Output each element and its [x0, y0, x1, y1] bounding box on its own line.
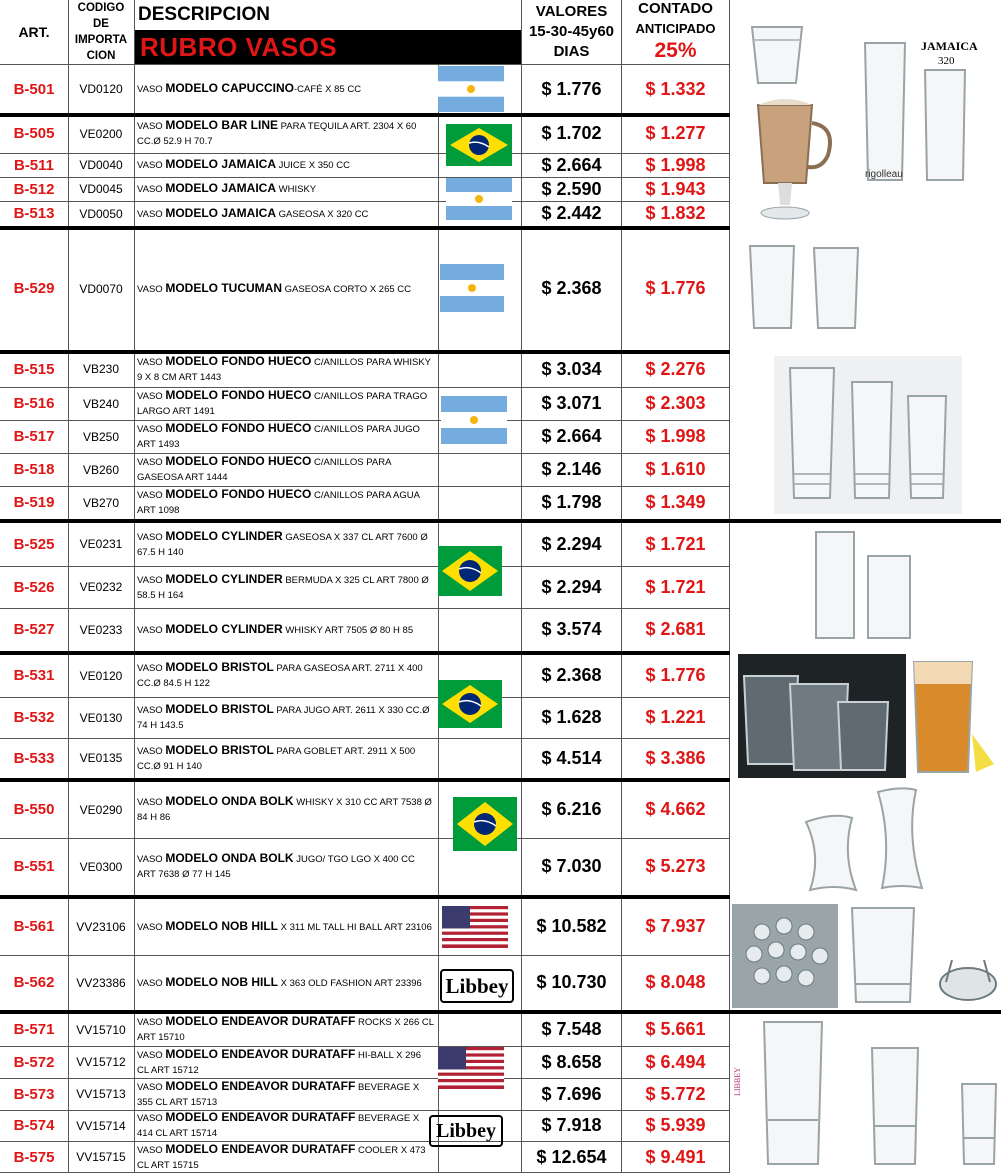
import-code: VE0130 — [79, 710, 123, 725]
description-text — [137, 660, 435, 691]
import-code: VE0120 — [79, 668, 123, 683]
price-cash: $ 1.943 — [645, 178, 706, 199]
price-terms: $ 2.294 — [541, 533, 602, 554]
model-name: MODELO FONDO HUECO — [165, 487, 312, 501]
onda-bolk-glasses-image — [800, 786, 930, 894]
product-description — [135, 523, 438, 565]
product-description — [135, 115, 438, 152]
price-cash: $ 5.939 — [645, 1115, 706, 1135]
price-terms: $ 12.654 — [536, 1146, 607, 1167]
product-description — [135, 154, 438, 176]
price-cash: $ 7.937 — [645, 916, 706, 936]
product-description — [135, 178, 438, 200]
import-code: VV23386 — [76, 975, 126, 990]
article-code: B-511 — [13, 156, 55, 174]
description-prefix: VASO — [137, 356, 166, 368]
contado-label: CONTADO — [638, 0, 713, 17]
brazil-flag — [453, 797, 517, 851]
price-cash: $ 1.832 — [645, 203, 706, 223]
price-cash: $ 1.998 — [645, 154, 706, 175]
model-name: MODELO CAPUCCINO — [165, 81, 295, 95]
article-code: B-575 — [13, 1148, 55, 1166]
description-detail: JUICE X 350 CC — [276, 160, 350, 171]
description-text — [137, 702, 435, 733]
article-code: B-551 — [13, 858, 55, 875]
product-description — [135, 352, 438, 386]
brazil-flag — [446, 124, 512, 166]
fondo-hueco-glasses-image — [774, 356, 962, 514]
price-terms: $ 2.368 — [541, 278, 602, 298]
article-code: B-512 — [13, 180, 55, 198]
codigo-line-1: CODIGO — [77, 2, 125, 14]
article-code: B-501 — [13, 80, 55, 98]
price-cash: $ 8.048 — [645, 972, 706, 992]
description-detail: GASEOSA X 337 CL ART 7600 Ø 67.5 H 140 — [137, 531, 428, 558]
description-text — [137, 1014, 435, 1045]
description-detail: C/ANILLOS PARA JUGO ART 1493 — [137, 424, 420, 450]
product-description — [135, 454, 438, 485]
price-cash: $ 9.491 — [645, 1146, 706, 1167]
description-prefix: VASO — [137, 1113, 166, 1124]
description-detail: C/ANILLOS PARA WHISKY 9 X 8 CM ART 1443 — [137, 356, 431, 383]
price-cash: $ 1.277 — [645, 123, 706, 143]
import-code: VB250 — [82, 429, 120, 444]
import-code: VD0050 — [79, 206, 123, 221]
price-cash: $ 1.776 — [645, 665, 706, 685]
product-description — [135, 956, 438, 1009]
model-name: MODELO BRISTOL — [165, 742, 274, 757]
rubro-banner — [135, 30, 522, 64]
product-description — [135, 421, 438, 452]
model-name: MODELO ENDEAVOR DURATAFF — [165, 1078, 356, 1093]
valores-line-3: DIAS — [553, 43, 590, 60]
article-code: B-531 — [13, 667, 55, 684]
description-prefix: VASO — [137, 283, 166, 295]
article-code: B-562 — [13, 974, 55, 991]
description-detail: HI-BALL X 296 CL ART 15712 — [137, 1049, 421, 1076]
model-name: MODELO JAMAICA — [165, 205, 277, 220]
description-detail: PARA GOBLET ART. 2911 X 500 CC.Ø 91 H 140 — [137, 745, 416, 772]
price-terms: $ 8.658 — [541, 1051, 602, 1072]
brazil-flag — [438, 680, 502, 728]
price-terms: $ 7.918 — [541, 1115, 602, 1135]
import-code: VB230 — [82, 362, 120, 376]
rigolleau-brand: rigolleau — [865, 169, 903, 180]
import-code: VE0300 — [79, 859, 123, 874]
anticipado-label: ANTICIPADO — [635, 21, 716, 36]
article-code: B-505 — [13, 125, 55, 142]
description-prefix: VASO — [137, 1049, 166, 1061]
price-terms: $ 2.590 — [541, 178, 602, 199]
nob-hill-glasses-image — [732, 904, 1000, 1008]
product-description — [135, 698, 438, 737]
import-code: VV15713 — [76, 1087, 126, 1101]
description-detail: PARA JUGO ART. 2611 X 330 CC.Ø 74 H 143.5 — [137, 705, 430, 731]
product-description — [135, 66, 438, 112]
model-name: MODELO ONDA BOLK — [165, 794, 294, 808]
price-terms: $ 7.696 — [541, 1083, 602, 1104]
libbey-logo: Libbey — [440, 969, 514, 1003]
price-terms: $ 2.664 — [541, 154, 602, 175]
description-text — [137, 1047, 435, 1078]
description-prefix: VASO — [137, 574, 166, 586]
import-code: VD0120 — [79, 82, 123, 96]
product-description — [135, 1047, 438, 1077]
article-code: B-561 — [13, 918, 55, 935]
model-name: MODELO ENDEAVOR DURATAFF — [165, 1141, 356, 1156]
brazil-flag — [438, 546, 502, 596]
model-name: MODELO BAR LINE — [165, 118, 279, 132]
description-text — [137, 919, 432, 935]
model-name: MODELO BRISTOL — [165, 702, 274, 716]
description-prefix: VASO — [137, 854, 166, 865]
price-terms: $ 2.442 — [541, 203, 602, 223]
import-code: VB240 — [82, 396, 120, 411]
description-detail: PARA GASEOSA ART. 2711 X 400 CC.Ø 84.5 H 122 — [137, 663, 423, 689]
description-prefix: VASO — [137, 977, 166, 989]
price-cash: $ 2.681 — [645, 619, 706, 639]
description-text — [137, 281, 411, 297]
article-code: B-525 — [13, 535, 55, 553]
description-text — [137, 81, 361, 97]
article-code: B-526 — [13, 578, 55, 596]
codigo-line-2: DE — [93, 18, 109, 30]
description-prefix: VASO — [137, 490, 166, 501]
price-cash: $ 1.610 — [645, 459, 706, 479]
price-terms: $ 7.548 — [541, 1019, 602, 1039]
price-cash: $ 5.661 — [645, 1019, 706, 1039]
description-text — [137, 388, 435, 419]
description-prefix: VASO — [137, 424, 166, 435]
model-name: MODELO ENDEAVOR DURATAFF — [165, 1110, 356, 1124]
model-name: MODELO FONDO HUECO — [165, 353, 312, 368]
usa-flag — [442, 906, 508, 948]
rubro-title: RUBRO VASOS — [140, 32, 338, 62]
article-code: B-571 — [13, 1021, 55, 1038]
price-cash: $ 3.386 — [645, 747, 706, 768]
model-name: MODELO CYLINDER — [165, 621, 283, 636]
price-terms: $ 2.664 — [541, 426, 602, 446]
description-text — [137, 181, 316, 197]
argentina-flag — [438, 66, 504, 112]
description-prefix: VASO — [137, 745, 166, 757]
description-prefix: VASO — [137, 160, 166, 171]
description-prefix: VASO — [137, 121, 166, 132]
codigo-column-header — [69, 0, 133, 64]
article-code: B-518 — [13, 461, 55, 478]
model-name: MODELO CYLINDER — [165, 571, 283, 586]
tucuman-glasses-image — [746, 242, 866, 334]
description-prefix: VASO — [137, 531, 166, 543]
model-name: MODELO NOB HILL — [165, 974, 279, 989]
price-terms: $ 1.702 — [541, 123, 602, 143]
description-detail: -CAFÉ X 85 CC — [294, 84, 362, 95]
price-cash: $ 1.221 — [645, 707, 706, 727]
description-text — [137, 622, 413, 638]
import-code: VE0233 — [79, 622, 123, 637]
product-description — [135, 782, 438, 837]
description-prefix: VASO — [137, 1017, 166, 1028]
description-text — [137, 529, 435, 560]
model-name: MODELO ENDEAVOR DURATAFF — [165, 1046, 356, 1061]
import-code: VB270 — [82, 495, 120, 510]
product-description — [135, 202, 438, 225]
contado-header — [622, 0, 729, 62]
price-terms: $ 2.368 — [541, 665, 602, 685]
description-detail: C/ANILLOS PARA TRAGO LARGO ART 1491 — [137, 391, 428, 417]
product-description — [135, 1111, 438, 1140]
product-description — [135, 655, 438, 696]
product-description — [135, 487, 438, 518]
price-terms: $ 7.030 — [541, 856, 602, 876]
article-code: B-532 — [13, 709, 55, 726]
article-code: B-527 — [13, 621, 55, 638]
description-prefix: VASO — [137, 663, 166, 674]
import-code: VE0232 — [79, 580, 123, 594]
model-name: MODELO FONDO HUECO — [165, 388, 312, 402]
description-text — [137, 157, 350, 173]
product-description — [135, 567, 438, 607]
price-cash: $ 1.721 — [645, 533, 706, 554]
model-name: MODELO TUCUMAN — [165, 280, 282, 295]
import-code: VD0040 — [79, 158, 123, 172]
description-text — [137, 118, 435, 149]
art-column-header: ART. — [18, 24, 50, 40]
price-cash: $ 1.721 — [645, 576, 706, 597]
model-name: MODELO CYLINDER — [165, 528, 283, 543]
import-code: VB260 — [82, 462, 120, 477]
description-prefix: VASO — [137, 624, 166, 636]
description-detail: C/ANILLOS PARA AGUA ART 1098 — [137, 490, 420, 516]
model-name: MODELO FONDO HUECO — [165, 454, 312, 468]
import-code: VE0231 — [79, 537, 123, 551]
product-description — [135, 1079, 438, 1109]
model-name: MODELO ENDEAVOR DURATAFF — [165, 1014, 356, 1028]
model-name: MODELO FONDO HUECO — [165, 421, 312, 435]
valores-line-2: 15-30-45y60 — [528, 23, 615, 40]
description-prefix: VASO — [137, 457, 166, 468]
article-code: B-517 — [13, 428, 55, 445]
article-code: B-574 — [13, 1117, 55, 1134]
description-prefix: VASO — [137, 705, 166, 716]
usa-flag — [438, 1047, 504, 1089]
description-prefix: VASO — [137, 1081, 166, 1093]
libbey-logo: Libbey — [429, 1115, 503, 1147]
import-code: VE0290 — [79, 802, 123, 817]
price-cash: $ 2.276 — [645, 358, 706, 379]
product-description — [135, 739, 438, 777]
descripcion-header: DESCRIPCION — [138, 4, 270, 25]
price-terms: $ 3.071 — [541, 393, 602, 413]
description-detail: X 363 OLD FASHION ART 23396 — [278, 977, 422, 989]
description-prefix: VASO — [137, 84, 166, 95]
description-prefix: VASO — [137, 208, 166, 220]
price-cash: $ 1.349 — [645, 492, 706, 512]
description-text — [137, 794, 435, 825]
discount-percent: 25% — [654, 39, 697, 62]
article-code: B-550 — [13, 801, 55, 818]
description-prefix: VASO — [137, 797, 166, 808]
description-detail: GASEOSA CORTO X 265 CC — [282, 283, 412, 295]
product-description — [135, 228, 438, 349]
argentina-flag — [440, 264, 504, 312]
description-text — [137, 354, 435, 385]
product-description — [135, 1014, 438, 1045]
argentina-flag — [441, 396, 507, 444]
model-name: MODELO JAMAICA — [165, 181, 277, 195]
article-code: B-516 — [13, 395, 55, 412]
description-detail: GASEOSA X 320 CC — [276, 208, 369, 220]
price-terms: $ 2.146 — [541, 459, 602, 479]
price-cash: $ 4.662 — [645, 799, 706, 819]
price-cash: $ 1.998 — [645, 426, 706, 446]
description-text — [137, 421, 435, 452]
description-detail: WHISKY — [276, 184, 317, 195]
import-code: VV23106 — [76, 919, 126, 934]
description-detail: WHISKY X 310 CC ART 7538 Ø 84 H 86 — [137, 797, 432, 823]
model-name: MODELO JAMAICA — [165, 157, 277, 171]
article-code: B-533 — [13, 749, 55, 767]
description-text — [137, 572, 435, 603]
description-detail: JUGO/ TGO LGO X 400 CC ART 7638 Ø 77 H 145 — [137, 854, 415, 880]
description-detail: BEVERAGE X 355 CL ART 15713 — [137, 1081, 420, 1108]
product-description — [135, 609, 438, 650]
description-text — [137, 1142, 435, 1173]
price-terms: $ 2.294 — [541, 576, 602, 597]
import-code: VV15714 — [76, 1118, 126, 1133]
description-text — [137, 1079, 435, 1110]
description-text — [137, 975, 422, 991]
description-detail: PARA TEQUILA ART. 2304 X 60 CC.Ø 52.9 H 70.7 — [137, 121, 417, 147]
description-text — [137, 851, 435, 882]
description-detail: COOLER X 473 CL ART 15715 — [137, 1144, 426, 1171]
description-text — [137, 1110, 435, 1141]
jamaica-number: 320 — [938, 55, 955, 67]
price-terms: $ 3.034 — [541, 358, 602, 379]
article-code: B-529 — [13, 280, 55, 297]
price-cash: $ 5.772 — [645, 1083, 706, 1104]
jamaica-label: JAMAICA — [921, 39, 978, 53]
price-cash: $ 5.273 — [645, 856, 706, 876]
price-terms: $ 3.574 — [541, 619, 602, 639]
description-prefix: VASO — [137, 184, 166, 195]
description-detail: BEVERAGE X 414 CL ART 15714 — [137, 1113, 420, 1139]
import-code: VE0135 — [79, 751, 123, 765]
model-name: MODELO ONDA BOLK — [165, 851, 294, 865]
bristol-glasses-image — [738, 654, 1000, 778]
import-code: VD0045 — [79, 182, 123, 196]
codigo-line-3: IMPORTA — [74, 34, 128, 46]
product-description — [135, 388, 438, 419]
article-code: B-573 — [13, 1085, 55, 1103]
price-terms: $ 1.628 — [541, 707, 602, 727]
import-code: VE0200 — [79, 126, 123, 141]
import-code: VV15712 — [76, 1055, 126, 1069]
description-detail: ROCKS X 266 CL ART 15710 — [137, 1017, 434, 1043]
product-description — [135, 1142, 438, 1172]
description-detail: BERMUDA X 325 CL ART 7800 Ø 58.5 H 164 — [137, 574, 429, 601]
price-terms: $ 1.798 — [541, 492, 602, 512]
description-prefix: VASO — [137, 1144, 166, 1156]
description-text — [137, 206, 368, 222]
model-name: MODELO NOB HILL — [165, 918, 279, 933]
price-terms: $ 1.776 — [541, 78, 602, 99]
price-cash: $ 1.776 — [645, 278, 706, 298]
argentina-flag — [446, 178, 512, 220]
capuccino-glasses-image — [740, 5, 998, 225]
valores-header — [522, 2, 621, 62]
import-code: VV15710 — [76, 1022, 126, 1037]
import-code: VV15715 — [76, 1150, 126, 1164]
description-text — [137, 743, 435, 774]
endeavor-glasses-image — [734, 1016, 1000, 1170]
price-terms: $ 6.216 — [541, 799, 602, 819]
price-cash: $ 6.494 — [645, 1051, 706, 1072]
price-terms: $ 4.514 — [541, 747, 602, 768]
product-description — [135, 899, 438, 954]
price-cash: $ 2.303 — [645, 393, 706, 413]
libbey-side-label: LIBBEY — [733, 1067, 742, 1096]
price-cash: $ 1.332 — [645, 78, 706, 99]
article-code: B-572 — [13, 1053, 55, 1071]
description-text — [137, 454, 435, 485]
description-detail: WHISKY ART 7505 Ø 80 H 85 — [282, 624, 414, 636]
description-prefix: VASO — [137, 391, 166, 402]
valores-line-1: VALORES — [535, 3, 608, 20]
article-code: B-513 — [13, 205, 55, 222]
article-code: B-515 — [13, 360, 55, 378]
model-name: MODELO BRISTOL — [165, 660, 274, 674]
product-description — [135, 839, 438, 894]
description-detail: X 311 ML TALL HI BALL ART 23106 — [278, 921, 432, 933]
description-prefix: VASO — [137, 921, 166, 933]
description-text — [137, 487, 435, 518]
codigo-line-4: CION — [86, 50, 116, 62]
description-detail: C/ANILLOS PARA GASEOSA ART 1444 — [137, 457, 391, 483]
price-terms: $ 10.582 — [536, 916, 607, 936]
cylinder-glasses-image — [808, 528, 920, 646]
article-code: B-519 — [13, 494, 55, 511]
price-terms: $ 10.730 — [536, 972, 607, 992]
import-code: VD0070 — [79, 281, 123, 296]
